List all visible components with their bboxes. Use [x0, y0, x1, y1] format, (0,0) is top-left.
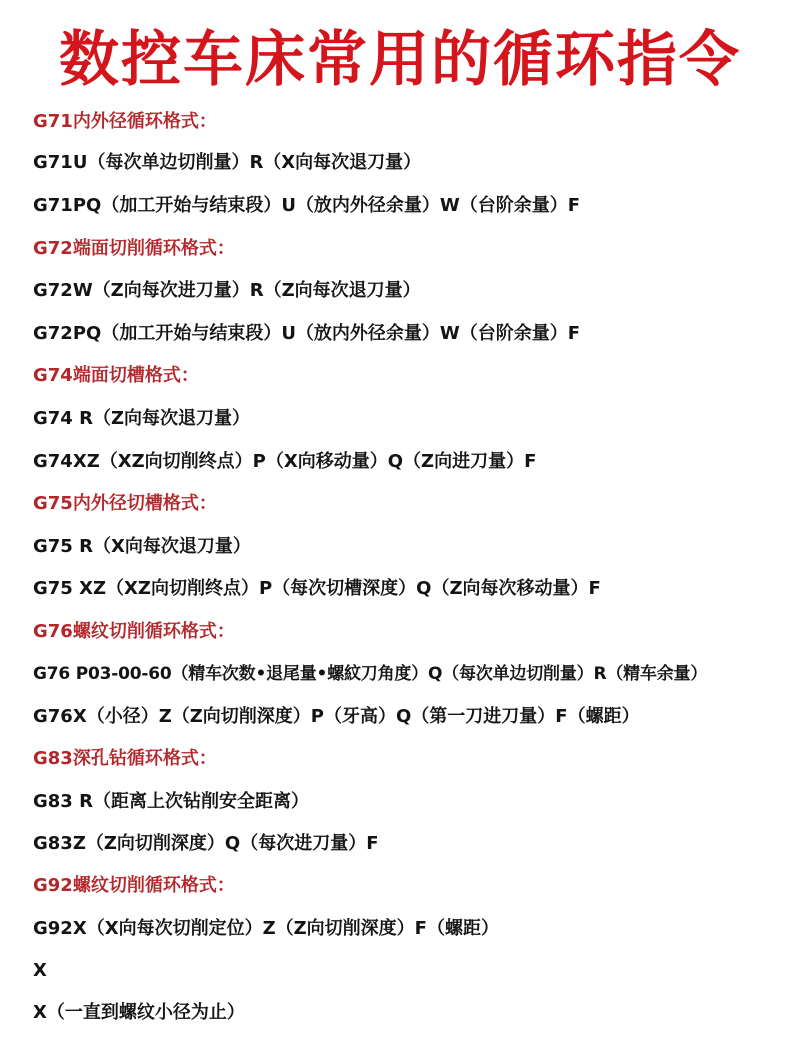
command-line: X（一直到螺纹小径为止）: [33, 1002, 245, 1023]
command-line: G72W（Z向每次进刀量）R（Z向每次退刀量）: [33, 280, 421, 301]
section-heading-g92: G92螺纹切削循环格式：: [33, 875, 235, 896]
command-line: G83Z（Z向切削深度）Q（每次进刀量）F: [33, 833, 379, 854]
command-line: G76 P03-00-60（精车次数•退尾量•螺紋刀角度）Q（每次单边切削量）R（精车余量）: [33, 664, 708, 684]
command-line: G75 R（X向每次退刀量）: [33, 536, 251, 557]
command-line: G76X（小径）Z（Z向切削深度）P（牙高）Q（第一刀进刀量）F（螺距）: [33, 706, 640, 727]
command-line: G83 R（距离上次钻削安全距离）: [33, 791, 309, 812]
command-line: X: [33, 960, 47, 981]
command-line: G72PQ（加工开始与结束段）U（放内外径余量）W（台阶余量）F: [33, 323, 581, 344]
command-line: G92X（X向每次切削定位）Z（Z向切削深度）F（螺距）: [33, 918, 499, 939]
command-line: G74 R（Z向每次退刀量）: [33, 408, 251, 429]
section-heading-g75: G75内外径切槽格式：: [33, 493, 217, 514]
page-title: 数控车床常用的循环指令: [59, 25, 741, 95]
command-line: G71PQ（加工开始与结束段）U（放内外径余量）W（台阶余量）F: [33, 195, 581, 216]
section-heading-g76: G76螺纹切削循环格式：: [33, 621, 235, 642]
section-heading-g83: G83深孔钻循环格式：: [33, 748, 217, 769]
command-line: G71U（每次单边切削量）R（X向每次退刀量）: [33, 152, 422, 173]
section-heading-g72: G72端面切削循环格式：: [33, 238, 235, 259]
section-heading-g74: G74端面切槽格式：: [33, 365, 199, 386]
command-line: G75 XZ（XZ向切削终点）P（每次切槽深度）Q（Z向每次移动量）F: [33, 578, 601, 599]
command-line: G74XZ（XZ向切削终点）P（X向移动量）Q（Z向进刀量）F: [33, 451, 537, 472]
section-heading-g71: G71内外径循环格式：: [33, 111, 217, 132]
